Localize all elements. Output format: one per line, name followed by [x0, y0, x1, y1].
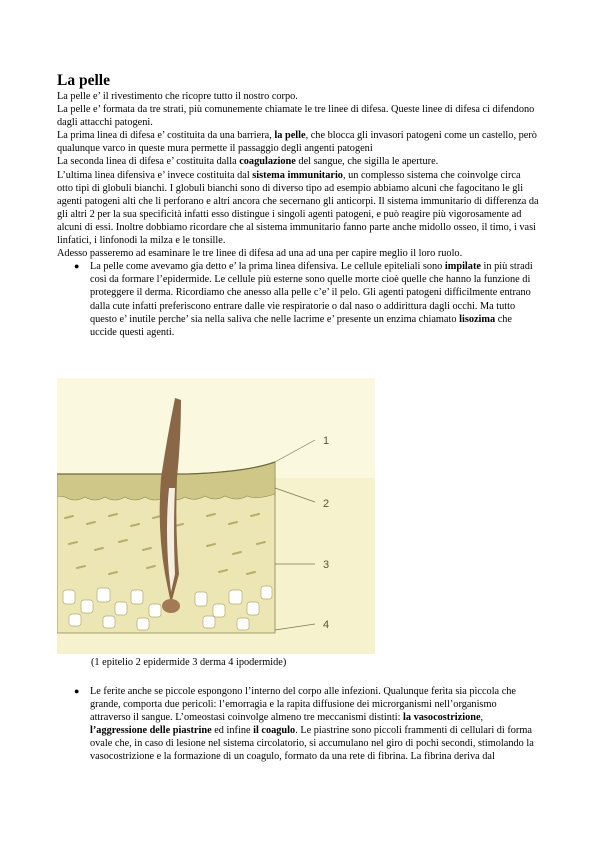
document-body [57, 72, 539, 339]
figure-label-4: 4 [323, 619, 330, 631]
skin-illustration [57, 378, 375, 654]
figure-label-2: 2 [323, 498, 330, 510]
bullet-list-1 [57, 260, 539, 339]
list-item: ● La pelle come avevamo gia detto e’ la prima linea difensiva. Le cellule epiteliali sono impilate in più stradi così da formare l’epidermide. Le cellule più esterne sono quelle morte cioè quelle che hanno la funzione di proteggere il derma. Ricordiamo che anesso alla pelle c’e’ il pelo. Gli agenti patogeni difficilmente entrano dalla cute infatti preferiscono entrare dalle vie respiratorie o dal naso o addirittura dagli occhi. Ma tutto questo e’ inutile perche’ sia nella saliva che nelle lacrime e’ presente un enzima chiamato lisozima che uccide questi agenti. [74, 261, 533, 338]
paragraph-immune-system: L’ultima linea difensiva e’ invece costituita dal sistema immunitario, un complesso sistema che coinvolge circa otto tipi di globuli bianchi. I globuli bianchi sono di diverso tipo ad esempio abbiamo alcuni che fagocitano le gli agenti patogeni alti che li perforano e altri ancora che secernano gli anticorpi. Il sistema immunitario di differenza da gli altri 2 per la sua specificità infatti esso distingue i singoli agenti patogeni, e può reagire più vigorosamente ad alcuni di essi. Inoltre dobbiamo ricordare che al sistema immunitario fanno parte anche midollo osseo, il timo, i vasi linfatici, i linfonodi la milza e le tonsille. [57, 169, 539, 247]
skin-diagram [57, 378, 375, 654]
figure-label-3: 3 [323, 559, 330, 571]
intro-line-2: La pelle e’ formata da tre strati, più comunemente chiamate le tre linee di difesa. Queste linee di difesa ci difendono dagli attacchi patogeni. [57, 104, 535, 129]
list-item: ● Le ferite anche se piccole espongono l’interno del corpo alle infezioni. Qualunque ferita sia piccola che grande, comporta due pericoli: l’emorragia e la rapita diffusione dei microrganismi nell’organismo attraverso il sangue. L’omeostasi coinvolge almeno tre meccanismi distinti: la vasocostrizione, l’aggressione delle piastrine ed infine il coagulo. Le piastrine sono piccoli frammenti di cellulari di forma ovale che, in caso di lesione nel sistema circolatorio, si accumulano nel giro di pochi secondi, stimolando la vasocostrizione e la formazione di un coagulo, formato da una rete di fibrina. La fibrina deriva dal [74, 686, 534, 763]
paragraph-transition: Adesso passeremo ad esaminare le tre linee di difesa ad una ad una per capire meglio il loro ruolo. [57, 248, 463, 260]
bullet-icon: ● [74, 261, 80, 272]
page-title: La pelle [57, 72, 110, 89]
paragraph-first-line: La prima linea di difesa e’ costituita da una barriera, la pelle, che blocca gli invasori patogeni come un castello, però qualunque varco in queste mura permette il passaggio degli angenti patogeni [57, 130, 537, 155]
bullet-list-2 [57, 685, 539, 764]
paragraph-second-line: La seconda linea di difesa e’ costituita dalla coagulazione del sangue, che sigilla le aperture. [57, 156, 439, 168]
figure-label-1: 1 [323, 435, 330, 447]
bullet-icon: ● [74, 686, 80, 696]
figure-caption: (1 epitelio 2 epidermide 3 derma 4 ipodermide) [91, 657, 287, 668]
intro-line-1: La pelle e’ il rivestimento che ricopre tutto il nostro corpo. [57, 91, 298, 102]
